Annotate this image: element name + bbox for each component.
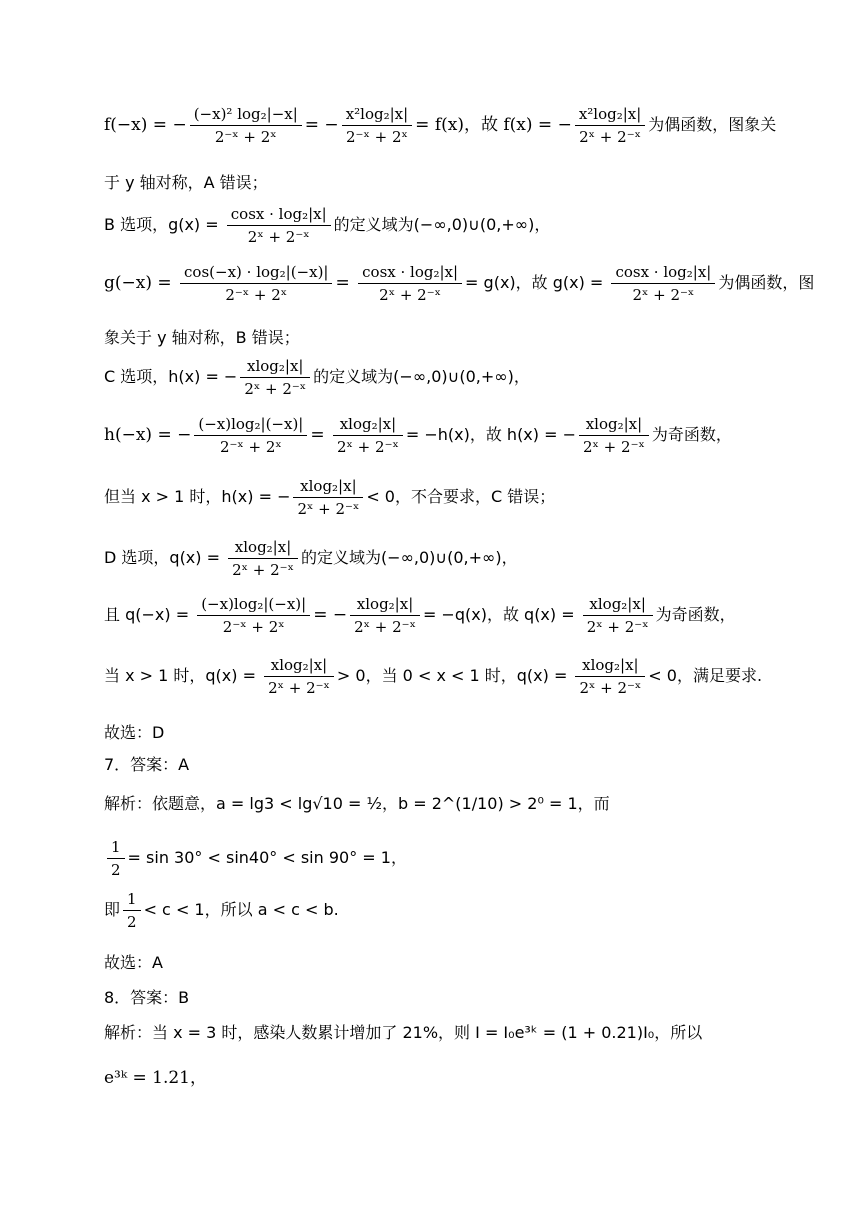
text-line: 于 y 轴对称，A 错误； — [104, 173, 268, 192]
fraction: $\frac{\text{cos(−x) · log₂|(−x)|}}{\text{2⁻ˣ + 2ˣ}}$ — [180, 263, 332, 304]
text-line: 故选：A — [104, 953, 163, 972]
formula-text: f(−x) = − — [104, 115, 187, 135]
formula-line-g-even: g(−x) = $\frac{\text{cos(−x) · log₂|(−x)|}}{\text{2⁻ˣ + 2ˣ}}$ = $\frac{\text{cosx · log₂|x|}}{\text{2ˣ + 2⁻ˣ}}$ = g(x)，故 g(x) = $\frac{\text{cosx · log₂|x|}}{\text{2ˣ + 2⁻ˣ}}$ 为偶函数，图 — [104, 263, 815, 304]
formula-line-order: 即 $\frac{1}{2}$ < c < 1，所以 a < c < b. — [104, 890, 339, 931]
formula-line-sin: $\frac{1}{2}$ = sin 30° < sin40° < sin 90° = 1， — [104, 838, 800, 879]
fraction: $\frac{\text{cosx · log₂|x|}}{\text{2ˣ + 2⁻ˣ}}$ — [358, 263, 462, 304]
formula-line-f-even: f(−x) = − $\frac{\text{(−x)² log₂|−x|}}{\text{2⁻ˣ + 2ˣ}}$ = − $\frac{\text{x²log₂|x|}}{\text{2⁻ˣ + 2ˣ}}$ = f(x)，故 f(x) = − $\frac{\text{x²log₂|x|}}{\text{2ˣ + 2⁻ˣ}}$ 为偶函数，图象关 — [104, 105, 777, 146]
answer-heading: 7．答案：A — [104, 755, 190, 774]
formula-line-option-b: B 选项，g(x) = $\frac{\text{cosx · log₂|x|}}{\text{2ˣ + 2⁻ˣ}}$ 的定义域为(−∞,0)∪(0,+∞)， — [104, 205, 551, 246]
formula-line-q-odd: 且 q(−x) = $\frac{\text{(−x)log₂|(−x)|}}{\text{2⁻ˣ + 2ˣ}}$ = − $\frac{\text{xlog₂|x|}}{\text{2ˣ + 2⁻ˣ}}$ = −q(x)，故 q(x) = $\frac{\text{xlog₂|x|}}{\text{2ˣ + 2⁻ˣ}}$ 为奇函数， — [104, 595, 736, 636]
fraction: $\frac{\text{xlog₂|x|}}{\text{2ˣ + 2⁻ˣ}}$ — [240, 357, 310, 398]
fraction: $\frac{\text{(−x)log₂|(−x)|}}{\text{2⁻ˣ + 2ˣ}}$ — [197, 595, 310, 636]
text-line: 故选：D — [104, 723, 165, 742]
answer-heading: 8．答案：B — [104, 988, 190, 1007]
fraction: $\frac{\text{xlog₂|x|}}{\text{2ˣ + 2⁻ˣ}}$ — [228, 538, 298, 579]
formula-line-h-odd: h(−x) = − $\frac{\text{(−x)log₂|(−x)|}}{\text{2⁻ˣ + 2ˣ}}$ = $\frac{\text{xlog₂|x|}}{\text{2ˣ + 2⁻ˣ}}$ = −h(x)，故 h(x) = − $\frac{\text{xlog₂|x|}}{\text{2ˣ + 2⁻ˣ}}$ 为奇函数， — [104, 415, 732, 456]
fraction: $\frac{\text{xlog₂|x|}}{\text{2ˣ + 2⁻ˣ}}$ — [264, 656, 334, 697]
fraction: $\frac{\text{(−x)log₂|(−x)|}}{\text{2⁻ˣ + 2ˣ}}$ — [194, 415, 307, 456]
fraction: $\frac{\text{xlog₂|x|}}{\text{2ˣ + 2⁻ˣ}}$ — [579, 415, 649, 456]
fraction: $\frac{\text{xlog₂|x|}}{\text{2ˣ + 2⁻ˣ}}$ — [293, 477, 363, 518]
text-line: 象关于 y 轴对称，B 错误； — [104, 328, 300, 347]
formula-line-h-negative: 但当 x > 1 时，h(x) = − $\frac{\text{xlog₂|x|}}{\text{2ˣ + 2⁻ˣ}}$ < 0，不合要求，C 错误； — [104, 477, 556, 518]
fraction: $\frac{\text{xlog₂|x|}}{\text{2ˣ + 2⁻ˣ}}$ — [575, 656, 645, 697]
fraction: $\frac{\text{xlog₂|x|}}{\text{2ˣ + 2⁻ˣ}}$ — [350, 595, 420, 636]
text-line: 解析：依题意，a = lg3 < lg√10 = ½，b = 2^(1/10) > 2⁰ = 1，而 — [104, 794, 610, 813]
fraction: $\frac{1}{2}$ — [123, 890, 141, 931]
fraction: $\frac{\text{(−x)² log₂|−x|}}{\text{2⁻ˣ + 2ˣ}}$ — [190, 105, 302, 146]
text-line: 解析：当 x = 3 时，感染人数累计增加了 21%，则 I = I₀e³ᵏ = (1 + 0.21)I₀，所以 — [104, 1023, 703, 1042]
formula-line-option-d: D 选项，q(x) = $\frac{\text{xlog₂|x|}}{\text{2ˣ + 2⁻ˣ}}$ 的定义域为(−∞,0)∪(0,+∞)， — [104, 538, 518, 579]
fraction: $\frac{\text{cosx · log₂|x|}}{\text{2ˣ + 2⁻ˣ}}$ — [227, 205, 331, 246]
fraction: $\frac{\text{xlog₂|x|}}{\text{2ˣ + 2⁻ˣ}}$ — [583, 595, 653, 636]
fraction: $\frac{\text{x²log₂|x|}}{\text{2⁻ˣ + 2ˣ}}$ — [342, 105, 412, 146]
formula-line-q-sign: 当 x > 1 时，q(x) = $\frac{\text{xlog₂|x|}}{\text{2ˣ + 2⁻ˣ}}$ > 0，当 0 < x < 1 时，q(x) = $\frac{\text{xlog₂|x|}}{\text{2ˣ + 2⁻ˣ}}$ < 0，满足要求. — [104, 656, 763, 697]
text-line: e³ᵏ = 1.21， — [104, 1068, 207, 1088]
fraction: $\frac{\text{cosx · log₂|x|}}{\text{2ˣ + 2⁻ˣ}}$ — [611, 263, 715, 304]
fraction: $\frac{\text{x²log₂|x|}}{\text{2ˣ + 2⁻ˣ}}$ — [575, 105, 645, 146]
fraction: $\frac{\text{xlog₂|x|}}{\text{2ˣ + 2⁻ˣ}}$ — [333, 415, 403, 456]
fraction: $\frac{1}{2}$ — [107, 838, 125, 879]
formula-line-option-c: C 选项，h(x) = − $\frac{\text{xlog₂|x|}}{\text{2ˣ + 2⁻ˣ}}$ 的定义域为(−∞,0)∪(0,+∞)， — [104, 357, 530, 398]
